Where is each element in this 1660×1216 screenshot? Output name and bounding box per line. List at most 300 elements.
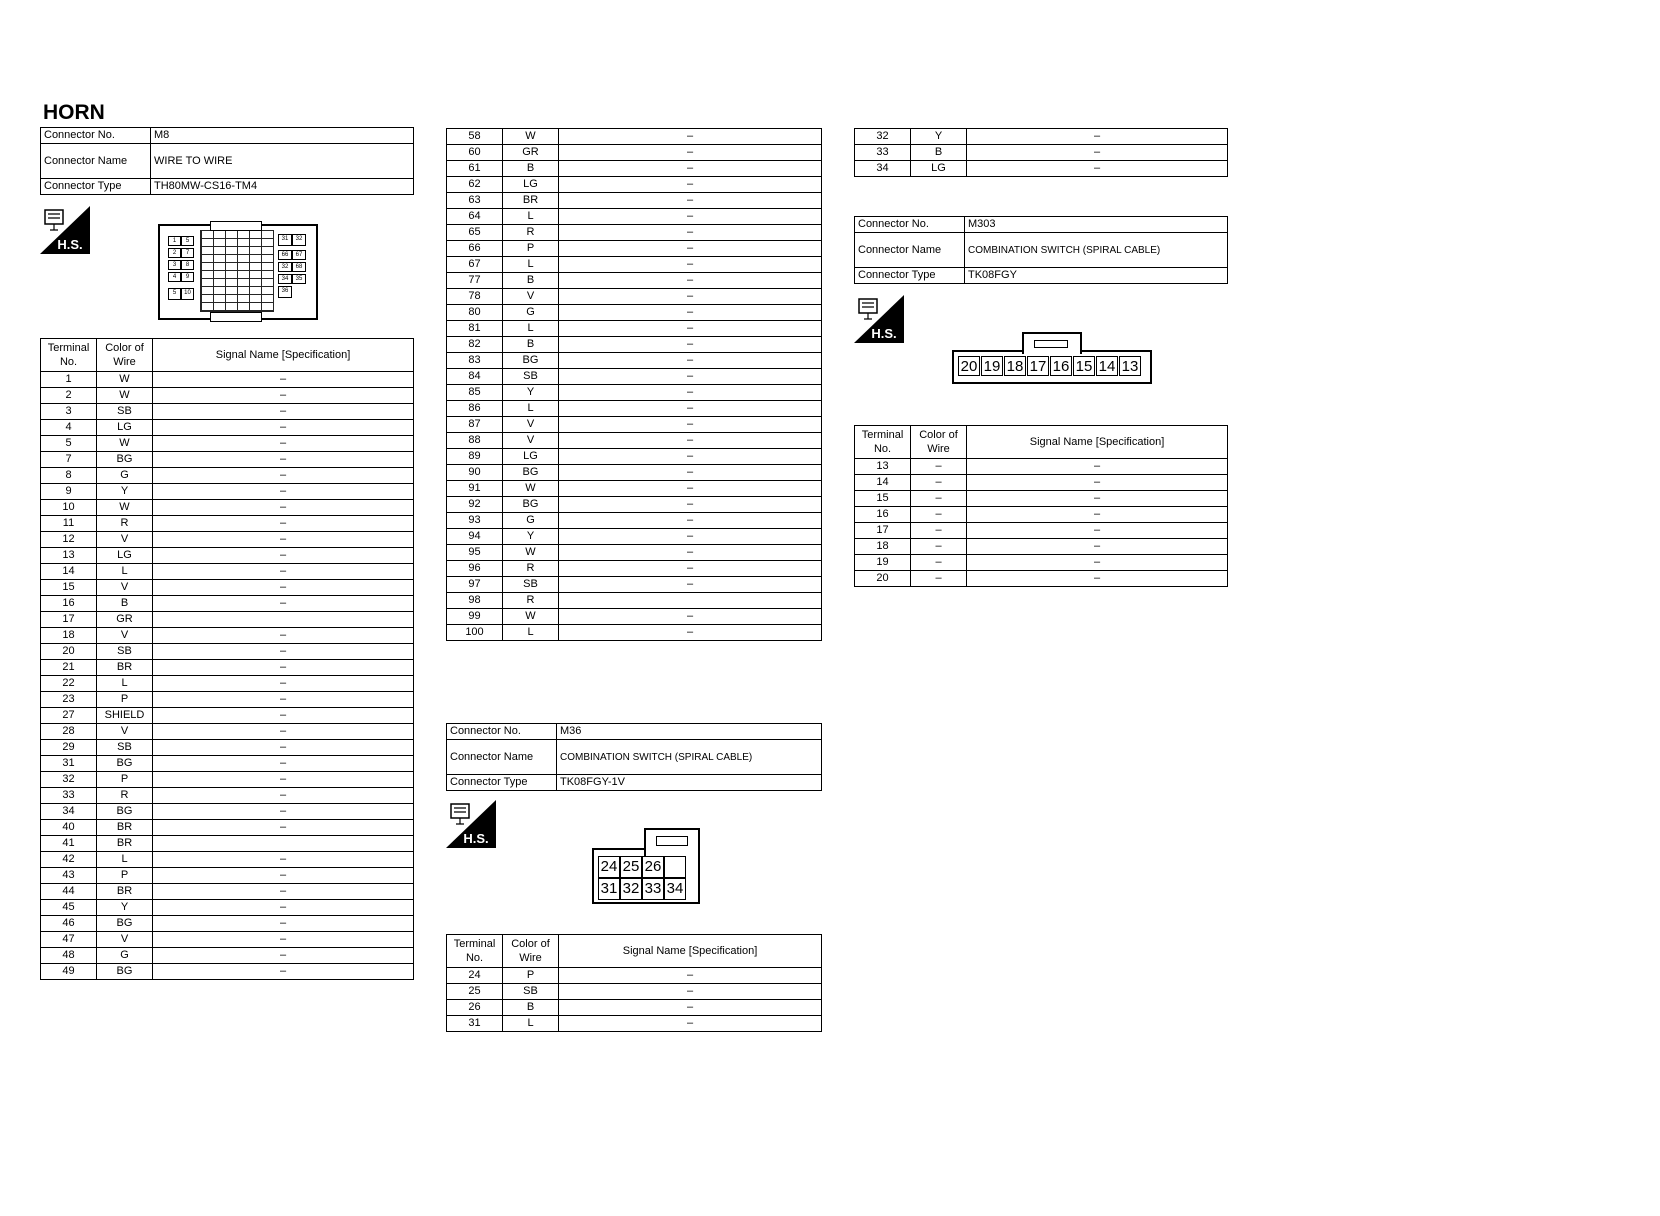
terminal-no-cell: 29 xyxy=(41,740,97,756)
terminal-no-cell: 89 xyxy=(447,449,503,465)
connector-no-value: M36 xyxy=(557,724,822,740)
pin: 32 xyxy=(278,262,292,272)
signal-name-cell: – xyxy=(153,500,414,516)
table-row xyxy=(447,968,822,984)
signal-name-cell: – xyxy=(559,984,822,1000)
wire-color-cell: P xyxy=(97,868,153,884)
pin: 35 xyxy=(292,274,306,284)
terminal-no-cell: 49 xyxy=(41,964,97,980)
wire-color-cell: R xyxy=(97,516,153,532)
connector-name-label: Connector Name xyxy=(855,233,965,268)
wire-color-cell: W xyxy=(97,436,153,452)
connector-info-m36 xyxy=(446,723,822,791)
wire-color-cell: R xyxy=(503,225,559,241)
wire-color-cell: L xyxy=(503,625,559,641)
terminal-no-cell: 46 xyxy=(41,916,97,932)
terminal-no-cell: 17 xyxy=(41,612,97,628)
signal-name-cell: – xyxy=(559,337,822,353)
terminal-no-cell: 7 xyxy=(41,452,97,468)
table-row xyxy=(447,129,822,145)
signal-name-cell: – xyxy=(559,369,822,385)
header-signal-name: Signal Name [Specification] xyxy=(559,935,822,968)
table-row xyxy=(41,900,414,916)
wire-color-cell: GR xyxy=(503,145,559,161)
signal-name-cell: – xyxy=(559,417,822,433)
connector-info-m8 xyxy=(40,127,414,195)
wire-color-cell: L xyxy=(503,401,559,417)
table-row xyxy=(447,401,822,417)
wire-color-cell: SB xyxy=(503,577,559,593)
table-row xyxy=(41,884,414,900)
wire-color-cell: Y xyxy=(97,900,153,916)
wire-color-cell: W xyxy=(97,372,153,388)
table-row xyxy=(41,612,414,628)
terminal-no-cell: 31 xyxy=(41,756,97,772)
wire-color-cell: P xyxy=(97,772,153,788)
wire-color-cell: BR xyxy=(503,193,559,209)
pin: 8 xyxy=(181,260,194,270)
connector-info-m303 xyxy=(854,216,1228,284)
signal-name-cell: – xyxy=(967,475,1228,491)
connector-name-value: COMBINATION SWITCH (SPIRAL CABLE) xyxy=(965,233,1228,268)
terminal-no-cell: 99 xyxy=(447,609,503,625)
terminal-no-cell: 100 xyxy=(447,625,503,641)
pin: 68 xyxy=(292,262,306,272)
signal-name-cell: – xyxy=(153,404,414,420)
pin: 19 xyxy=(981,356,1003,376)
terminal-no-cell: 63 xyxy=(447,193,503,209)
table-row xyxy=(41,740,414,756)
table-row xyxy=(855,539,1228,555)
table-row xyxy=(41,852,414,868)
pin: 31 xyxy=(278,234,292,246)
terminal-no-cell: 42 xyxy=(41,852,97,868)
pin: 7 xyxy=(181,248,194,258)
pin: 2 xyxy=(168,248,181,258)
table-row xyxy=(855,507,1228,523)
signal-name-cell: – xyxy=(559,481,822,497)
wire-color-cell: L xyxy=(503,209,559,225)
wire-color-cell: BG xyxy=(503,497,559,513)
table-row xyxy=(41,708,414,724)
terminal-no-cell: 96 xyxy=(447,561,503,577)
wire-color-cell: L xyxy=(97,564,153,580)
terminal-no-cell: 14 xyxy=(41,564,97,580)
table-row xyxy=(855,571,1228,587)
signal-name-cell: – xyxy=(153,468,414,484)
terminal-table-m8-a xyxy=(40,338,414,980)
table-row xyxy=(41,964,414,980)
table-row xyxy=(447,321,822,337)
signal-name-cell: – xyxy=(967,555,1228,571)
connector-type-label: Connector Type xyxy=(41,179,151,195)
signal-name-cell: – xyxy=(153,436,414,452)
connector-name-label: Connector Name xyxy=(447,740,557,775)
pin: 15 xyxy=(1073,356,1095,376)
signal-name-cell: – xyxy=(153,564,414,580)
pin: 34 xyxy=(664,878,686,900)
connector-type-label: Connector Type xyxy=(855,268,965,284)
signal-name-cell: – xyxy=(153,900,414,916)
signal-name-cell: – xyxy=(559,497,822,513)
terminal-no-cell: 8 xyxy=(41,468,97,484)
table-row xyxy=(447,465,822,481)
connector-type-label: Connector Type xyxy=(447,775,557,791)
wire-color-cell: B xyxy=(503,161,559,177)
terminal-no-cell: 33 xyxy=(855,145,911,161)
terminal-no-cell: 2 xyxy=(41,388,97,404)
pin-group-right xyxy=(278,234,308,300)
signal-name-cell: – xyxy=(967,571,1228,587)
wire-color-cell: P xyxy=(97,692,153,708)
terminal-no-cell: 34 xyxy=(855,161,911,177)
terminal-no-cell: 31 xyxy=(447,1016,503,1032)
terminal-no-cell: 83 xyxy=(447,353,503,369)
wire-color-cell: B xyxy=(97,596,153,612)
terminal-no-cell: 40 xyxy=(41,820,97,836)
wire-color-cell: LG xyxy=(97,420,153,436)
signal-name-cell: – xyxy=(153,740,414,756)
table-row xyxy=(41,516,414,532)
wire-color-cell: SB xyxy=(97,404,153,420)
table-row xyxy=(855,555,1228,571)
terminal-no-cell: 1 xyxy=(41,372,97,388)
terminal-no-cell: 16 xyxy=(41,596,97,612)
harness-side-icon xyxy=(446,800,496,848)
pin: 3 xyxy=(168,260,181,270)
signal-name-cell: – xyxy=(559,321,822,337)
table-row xyxy=(41,644,414,660)
terminal-no-cell: 10 xyxy=(41,500,97,516)
terminal-no-cell: 84 xyxy=(447,369,503,385)
signal-name-cell: – xyxy=(967,161,1228,177)
table-row xyxy=(41,916,414,932)
wire-color-cell: W xyxy=(97,388,153,404)
connector-type-value: TK08FGY-1V xyxy=(557,775,822,791)
pin: 18 xyxy=(1004,356,1026,376)
harness-side-icon xyxy=(854,295,904,343)
wire-color-cell: – xyxy=(911,539,967,555)
terminal-no-cell: 15 xyxy=(41,580,97,596)
wire-color-cell: W xyxy=(97,500,153,516)
table-row xyxy=(41,388,414,404)
signal-name-cell: – xyxy=(559,545,822,561)
table-row xyxy=(447,1000,822,1016)
wire-color-cell: V xyxy=(503,433,559,449)
header-terminal-no: Terminal No. xyxy=(41,339,97,372)
signal-name-cell: – xyxy=(153,532,414,548)
table-row xyxy=(41,932,414,948)
terminal-no-cell: 16 xyxy=(855,507,911,523)
terminal-no-cell: 67 xyxy=(447,257,503,273)
table-row xyxy=(447,513,822,529)
signal-name-cell: – xyxy=(967,523,1228,539)
signal-name-cell: – xyxy=(559,577,822,593)
table-row xyxy=(41,420,414,436)
signal-name-cell: – xyxy=(967,459,1228,475)
pin: 24 xyxy=(598,856,620,878)
connector-name-value: WIRE TO WIRE xyxy=(151,144,414,179)
wire-color-cell: GR xyxy=(97,612,153,628)
signal-name-cell: – xyxy=(153,372,414,388)
wire-color-cell: BG xyxy=(97,756,153,772)
terminal-no-cell: 62 xyxy=(447,177,503,193)
table-row xyxy=(447,273,822,289)
table-row xyxy=(447,161,822,177)
terminal-no-cell: 4 xyxy=(41,420,97,436)
terminal-no-cell: 14 xyxy=(855,475,911,491)
pin: 16 xyxy=(1050,356,1072,376)
table-row xyxy=(447,353,822,369)
connector-no-label: Connector No. xyxy=(855,217,965,233)
pin: 5 xyxy=(168,288,181,300)
wire-color-cell: V xyxy=(503,289,559,305)
pin: 1 xyxy=(168,236,181,246)
signal-name-cell: – xyxy=(153,708,414,724)
terminal-no-cell: 93 xyxy=(447,513,503,529)
signal-name-cell: – xyxy=(153,452,414,468)
pin: 9 xyxy=(181,272,194,282)
header-color-of-wire: Color of Wire xyxy=(503,935,559,968)
table-row xyxy=(41,756,414,772)
table-row xyxy=(447,481,822,497)
terminal-no-cell: 44 xyxy=(41,884,97,900)
signal-name-cell xyxy=(559,593,822,609)
signal-name-cell: – xyxy=(153,388,414,404)
terminal-no-cell: 66 xyxy=(447,241,503,257)
terminal-no-cell: 17 xyxy=(855,523,911,539)
wire-color-cell: L xyxy=(97,852,153,868)
pin: 10 xyxy=(181,288,194,300)
signal-name-cell: – xyxy=(153,580,414,596)
signal-name-cell: – xyxy=(559,513,822,529)
pin: 20 xyxy=(958,356,980,376)
table-row xyxy=(447,449,822,465)
terminal-no-cell: 90 xyxy=(447,465,503,481)
pin: 17 xyxy=(1027,356,1049,376)
table-row xyxy=(41,820,414,836)
signal-name-cell: – xyxy=(559,129,822,145)
wire-color-cell: – xyxy=(911,475,967,491)
terminal-no-cell: 91 xyxy=(447,481,503,497)
signal-name-cell: – xyxy=(153,516,414,532)
hs-label: H.S. xyxy=(871,326,897,341)
table-row xyxy=(855,161,1228,177)
table-row xyxy=(41,772,414,788)
terminal-no-cell: 26 xyxy=(447,1000,503,1016)
signal-name-cell: – xyxy=(559,465,822,481)
wire-color-cell: BG xyxy=(97,916,153,932)
table-row xyxy=(41,596,414,612)
terminal-no-cell: 58 xyxy=(447,129,503,145)
table-row xyxy=(855,145,1228,161)
wire-color-cell: G xyxy=(503,305,559,321)
terminal-no-cell: 95 xyxy=(447,545,503,561)
wire-color-cell: LG xyxy=(97,548,153,564)
wire-color-cell: Y xyxy=(503,529,559,545)
table-row xyxy=(447,529,822,545)
wire-color-cell: LG xyxy=(503,449,559,465)
terminal-no-cell: 92 xyxy=(447,497,503,513)
pin: 26 xyxy=(642,856,664,878)
terminal-no-cell: 13 xyxy=(855,459,911,475)
wire-color-cell: R xyxy=(97,788,153,804)
terminal-no-cell: 94 xyxy=(447,529,503,545)
table-row xyxy=(41,532,414,548)
signal-name-cell xyxy=(153,836,414,852)
signal-name-cell: – xyxy=(559,273,822,289)
signal-name-cell: – xyxy=(153,884,414,900)
terminal-no-cell: 20 xyxy=(41,644,97,660)
pin: 31 xyxy=(598,878,620,900)
terminal-no-cell: 98 xyxy=(447,593,503,609)
table-row xyxy=(41,564,414,580)
signal-name-cell: – xyxy=(153,868,414,884)
header-signal-name: Signal Name [Specification] xyxy=(153,339,414,372)
table-row xyxy=(41,628,414,644)
signal-name-cell: – xyxy=(967,539,1228,555)
terminal-no-cell: 11 xyxy=(41,516,97,532)
wire-color-cell: Y xyxy=(503,385,559,401)
terminal-no-cell: 65 xyxy=(447,225,503,241)
wire-color-cell: B xyxy=(503,337,559,353)
header-color-of-wire: Color of Wire xyxy=(911,426,967,459)
terminal-no-cell: 88 xyxy=(447,433,503,449)
signal-name-cell: – xyxy=(153,788,414,804)
wire-color-cell: W xyxy=(503,129,559,145)
table-row xyxy=(447,289,822,305)
table-row xyxy=(447,145,822,161)
table-row xyxy=(41,948,414,964)
table-row xyxy=(41,724,414,740)
wire-color-cell: V xyxy=(97,932,153,948)
wire-color-cell: G xyxy=(503,513,559,529)
terminal-no-cell: 41 xyxy=(41,836,97,852)
signal-name-cell: – xyxy=(967,491,1228,507)
wire-color-cell: LG xyxy=(911,161,967,177)
wire-color-cell: B xyxy=(911,145,967,161)
terminal-no-cell: 22 xyxy=(41,676,97,692)
table-row xyxy=(447,561,822,577)
pin: 66 xyxy=(278,250,292,260)
header-terminal-no: Terminal No. xyxy=(447,935,503,968)
signal-name-cell: – xyxy=(559,433,822,449)
terminal-table-m36-cont xyxy=(854,128,1228,177)
wire-color-cell: BG xyxy=(503,353,559,369)
pin: 32 xyxy=(292,234,306,246)
connector-diagram-m303 xyxy=(952,332,1156,386)
table-row xyxy=(41,404,414,420)
terminal-no-cell: 77 xyxy=(447,273,503,289)
connector-name-value: COMBINATION SWITCH (SPIRAL CABLE) xyxy=(557,740,822,775)
table-row xyxy=(41,676,414,692)
signal-name-cell: – xyxy=(153,644,414,660)
signal-name-cell: – xyxy=(153,484,414,500)
table-row xyxy=(41,500,414,516)
terminal-no-cell: 20 xyxy=(855,571,911,587)
table-row xyxy=(41,836,414,852)
wire-color-cell: SB xyxy=(97,740,153,756)
pin: 67 xyxy=(292,250,306,260)
terminal-no-cell: 82 xyxy=(447,337,503,353)
table-row xyxy=(447,209,822,225)
wire-color-cell: L xyxy=(503,257,559,273)
table-row xyxy=(855,523,1228,539)
wire-color-cell: B xyxy=(503,273,559,289)
wire-color-cell: V xyxy=(97,580,153,596)
terminal-no-cell: 45 xyxy=(41,900,97,916)
wire-color-cell: G xyxy=(97,468,153,484)
signal-name-cell: – xyxy=(559,305,822,321)
wire-color-cell: BR xyxy=(97,884,153,900)
signal-name-cell: – xyxy=(153,852,414,868)
signal-name-cell: – xyxy=(559,529,822,545)
table-row xyxy=(855,459,1228,475)
signal-name-cell: – xyxy=(153,932,414,948)
connector-no-label: Connector No. xyxy=(447,724,557,740)
header-signal-name: Signal Name [Specification] xyxy=(967,426,1228,459)
table-row xyxy=(855,475,1228,491)
pin-grid-center xyxy=(200,230,274,312)
terminal-no-cell: 81 xyxy=(447,321,503,337)
wire-color-cell: V xyxy=(503,417,559,433)
wire-color-cell: G xyxy=(97,948,153,964)
terminal-no-cell: 43 xyxy=(41,868,97,884)
signal-name-cell: – xyxy=(559,449,822,465)
terminal-no-cell: 78 xyxy=(447,289,503,305)
terminal-no-cell: 25 xyxy=(447,984,503,1000)
signal-name-cell: – xyxy=(153,676,414,692)
wire-color-cell: P xyxy=(503,241,559,257)
table-row xyxy=(447,337,822,353)
table-row xyxy=(447,369,822,385)
table-row xyxy=(447,241,822,257)
terminal-no-cell: 18 xyxy=(855,539,911,555)
terminal-table-m36 xyxy=(446,934,822,1032)
table-row xyxy=(41,452,414,468)
terminal-no-cell: 15 xyxy=(855,491,911,507)
terminal-no-cell: 21 xyxy=(41,660,97,676)
terminal-no-cell: 34 xyxy=(41,804,97,820)
signal-name-cell: – xyxy=(559,385,822,401)
signal-name-cell: – xyxy=(559,561,822,577)
table-row xyxy=(41,468,414,484)
signal-name-cell: – xyxy=(153,820,414,836)
signal-name-cell xyxy=(153,612,414,628)
terminal-no-cell: 18 xyxy=(41,628,97,644)
terminal-no-cell: 86 xyxy=(447,401,503,417)
terminal-no-cell: 27 xyxy=(41,708,97,724)
signal-name-cell: – xyxy=(967,507,1228,523)
table-row xyxy=(447,385,822,401)
wire-color-cell: – xyxy=(911,507,967,523)
wire-color-cell: SB xyxy=(503,369,559,385)
wire-color-cell: W xyxy=(503,609,559,625)
table-row xyxy=(447,257,822,273)
terminal-no-cell: 80 xyxy=(447,305,503,321)
wire-color-cell: Y xyxy=(97,484,153,500)
connector-no-label: Connector No. xyxy=(41,128,151,144)
wire-color-cell: BR xyxy=(97,836,153,852)
page-title: HORN xyxy=(43,101,105,124)
table-row xyxy=(447,577,822,593)
table-row xyxy=(447,984,822,1000)
wire-color-cell: V xyxy=(97,532,153,548)
wire-color-cell: L xyxy=(503,321,559,337)
pin: 33 xyxy=(642,878,664,900)
signal-name-cell: – xyxy=(153,756,414,772)
wire-color-cell: SHIELD xyxy=(97,708,153,724)
